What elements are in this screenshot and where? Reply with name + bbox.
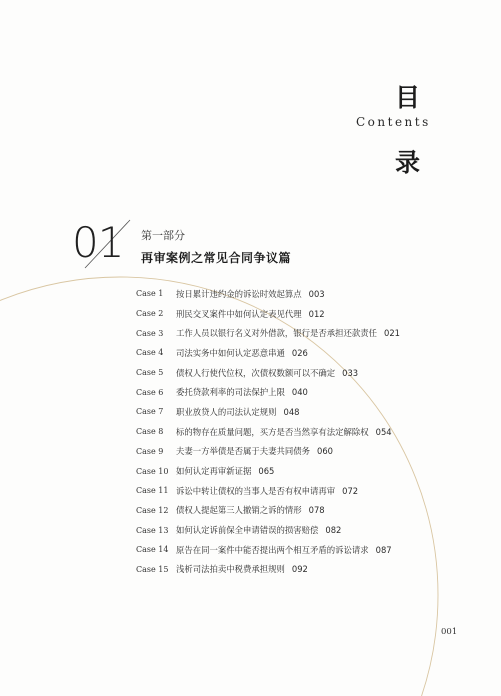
case-label: Case 2 (136, 309, 164, 319)
contents-title-char-1: 目 (395, 83, 422, 112)
case-title: 债权人行使代位权，次债权数额可以不确定 (176, 367, 336, 378)
case-label: Case 9 (136, 446, 164, 456)
case-title: 刑民交叉案件中如何认定表见代理 (176, 308, 302, 319)
case-entry[interactable] (136, 461, 400, 481)
case-title: 职业放贷人的司法认定规则 (176, 406, 277, 417)
part-number: 01 (72, 218, 124, 267)
case-label: Case 1 (136, 289, 164, 299)
case-list (136, 284, 400, 579)
page-number: 001 (441, 627, 458, 637)
case-label: Case 10 (136, 466, 169, 476)
case-label: Case 12 (136, 505, 169, 515)
case-page-number: 078 (308, 505, 325, 516)
case-page-number: 082 (325, 525, 342, 536)
case-label: Case 14 (136, 545, 169, 555)
case-title: 如何认定诉前保全申请错误的损害赔偿 (176, 525, 319, 536)
case-label: Case 3 (136, 328, 164, 338)
case-title: 委托贷款利率的司法保护上限 (176, 387, 285, 398)
case-page-number: 021 (384, 328, 400, 339)
case-page-number: 072 (342, 485, 359, 496)
case-title: 夫妻一方举债是否属于夫妻共同债务 (176, 446, 310, 457)
case-page-number: 087 (375, 544, 392, 555)
case-title: 如何认定再审新证据 (176, 466, 252, 477)
case-label: Case 8 (136, 427, 164, 437)
contents-title-char-2: 录 (395, 148, 422, 177)
case-page-number: 054 (375, 426, 392, 437)
case-entry[interactable] (136, 304, 400, 324)
case-entry[interactable] (136, 501, 400, 521)
case-label: Case 4 (136, 348, 164, 358)
case-entry[interactable] (136, 402, 400, 422)
case-page-number: 012 (308, 308, 325, 319)
contents-title-english: Contents (356, 115, 431, 129)
case-entry[interactable] (136, 284, 400, 304)
case-title: 诉讼中转让债权的当事人是否有权申请再审 (176, 485, 336, 496)
case-label: Case 13 (136, 525, 169, 535)
case-title: 原告在同一案件中能否提出两个相互矛盾的诉讼请求 (176, 544, 369, 555)
case-title: 标的物存在质量问题，买方是否当然享有法定解除权 (176, 426, 369, 437)
case-page-number: 048 (283, 406, 300, 417)
case-entry[interactable] (136, 323, 400, 343)
case-title: 债权人提起第三人撤销之诉的情形 (176, 505, 302, 516)
case-title: 浅析司法拍卖中税费承担规则 (176, 564, 285, 575)
case-page-number: 003 (308, 288, 325, 299)
part-title: 再审案例之常见合同争议篇 (141, 251, 292, 265)
case-label: Case 6 (136, 387, 164, 397)
case-title: 工作人员以银行名义对外借款，银行是否承担还款责任 (176, 328, 377, 339)
part-label: 第一部分 (141, 229, 185, 242)
case-entry[interactable] (136, 481, 400, 501)
case-label: Case 11 (136, 486, 169, 496)
case-entry[interactable] (136, 442, 400, 462)
case-label: Case 15 (136, 564, 169, 574)
case-title: 司法实务中如何认定恶意串通 (176, 347, 285, 358)
case-title: 按日累计违约金的诉讼时效起算点 (176, 288, 302, 299)
case-page-number: 026 (291, 347, 308, 358)
case-page-number: 065 (258, 466, 275, 477)
case-entry[interactable] (136, 382, 400, 402)
case-entry[interactable] (136, 520, 400, 540)
case-entry[interactable] (136, 540, 400, 560)
case-entry[interactable] (136, 343, 400, 363)
case-page-number: 060 (317, 446, 333, 457)
case-label: Case 7 (136, 407, 164, 417)
case-page-number: 040 (291, 387, 308, 398)
case-entry[interactable] (136, 363, 400, 383)
case-entry[interactable] (136, 560, 400, 580)
case-entry[interactable] (136, 422, 400, 442)
case-page-number: 033 (342, 367, 359, 378)
case-page-number: 092 (291, 564, 308, 575)
case-label: Case 5 (136, 368, 164, 378)
